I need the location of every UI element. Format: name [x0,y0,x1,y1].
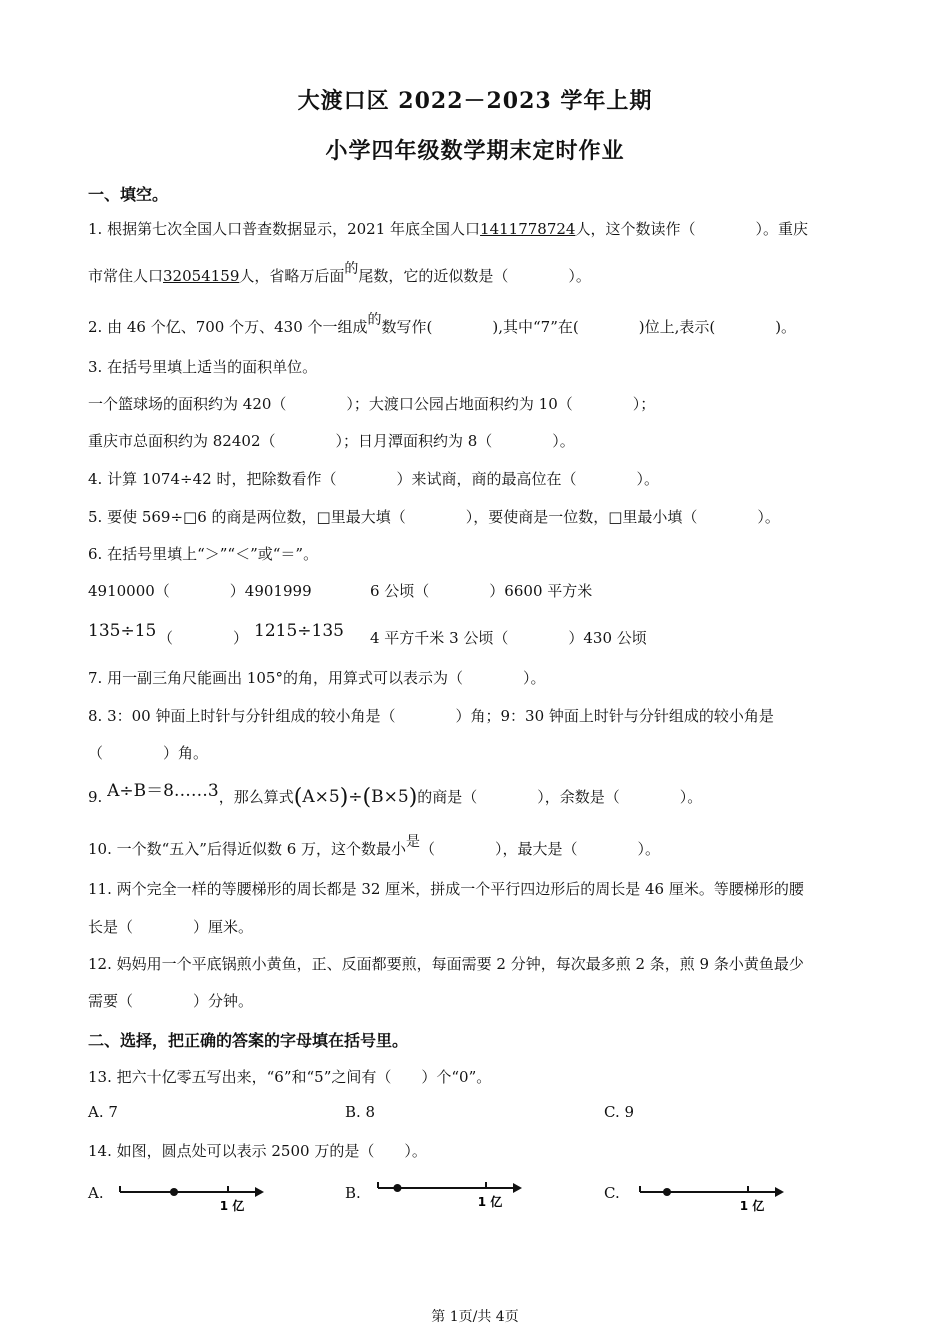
question-3-stem: 3. 在括号里填上适当的面积单位。 [88,358,318,376]
question-11-line-2: 长是（ ）厘米。 [88,918,254,936]
question-6-expr-2: 1215÷135 [254,621,344,641]
page-footer: 第 1页/共 4页 [431,1309,519,1325]
q9-left-paren-1: ( [293,785,303,810]
q1-superscript: 的 [344,261,359,277]
axis-label-one-yi: 1 亿 [219,1199,245,1213]
question-6-blank-3: （ ） [158,629,249,647]
question-7: 7. 用一副三角尺能画出 105°的角，用算式可以表示为（ ）。 [88,669,546,687]
question-6-compare-1: 4910000（ ）4901999 [88,582,312,600]
question-3-line-2: 重庆市总面积约为 82402（ ）；日月潭面积约为 8（ ）。 [88,432,575,450]
question-13: 13. 把六十亿零五写出来，“6”和“5”之间有（ ）个“0”。 [88,1068,492,1086]
question-11-line-1: 11. 两个完全一样的等腰梯形的周长都是 32 厘米，拼成一个平行四边形后的周长是 46 厘米。等腰梯形的腰 [88,880,804,898]
q1-text-c: 市常住人口 [88,267,164,285]
q1-chongqing-number: 32054159 [163,267,240,285]
q13-option-a: A. 7 [88,1103,118,1121]
q1-text-b: 人，这个数读作（ ）。重庆 [575,220,808,238]
q14-option-b: B. [345,1184,361,1202]
question-6-expr-1: 135÷15 [88,621,157,641]
q10-text-b: （ ），最大是（ ）。 [420,840,661,858]
q2-text-b: 数写作( ),其中“7”在( )位上,表示( )。 [381,318,797,336]
q14-number-line-c [636,1180,786,1216]
q9-right-paren-1: ) [339,785,349,810]
arrow-head-icon [255,1187,264,1197]
question-2 [88,312,797,337]
question-12-line-1: 12. 妈妈用一个平底锅煎小黄鱼，正、反面都要煎，每面需要 2 分钟，每次最多煎 2 条，煎 9 条小黄鱼最少 [88,955,804,973]
q9-division-sign: ÷ [348,787,363,807]
q14-option-a: A. [88,1184,104,1202]
q9-expression-b: B×5 [371,787,409,807]
q14-number-line-b [374,1176,524,1212]
q13-option-c: C. 9 [604,1103,635,1121]
question-6-compare-4: 4 平方千米 3 公顷（ ）430 公顷 [370,629,647,647]
q10-superscript: 是 [406,834,421,850]
q2-superscript: 的 [367,312,382,328]
arrow-head-icon [775,1187,784,1197]
question-8-line-2: （ ）角。 [88,744,209,762]
q10-text-a: 10. 一个数“五入”后得近似数 6 万，这个数最小 [88,840,407,858]
q1-text-d: 人，省略万后面 [239,267,345,285]
number-line-dot [393,1184,401,1192]
question-14: 14. 如图，圆点处可以表示 2500 万的是（ ）。 [88,1142,427,1160]
q1-text-e: 尾数，它的近似数是（ ）。 [358,267,591,285]
question-8-line-1: 8. 3：00 钟面上时针与分针组成的较小角是（ ）角；9：30 钟面上时针与分针组成的较小角是 [88,707,774,725]
q9-division-expression: A÷B＝8……3 [107,781,219,801]
question-3-line-1: 一个篮球场的面积约为 420（ ）；大渡口公园占地面积约为 10（ ）； [88,395,656,413]
q9-right-paren-2: ) [408,785,418,810]
q9-text-b: 的商是（ ），余数是（ ）。 [417,788,703,806]
number-line-dot [170,1188,178,1196]
q9-expression-a: A×5 [302,787,340,807]
page-title: 大渡口区 2022－2023 学年上期 [297,88,653,114]
q13-option-b: B. 8 [345,1103,376,1121]
question-5: 5. 要使 569÷□6 的商是两位数，□里最大填（ ），要使商是一位数，□里最小填（ ）。 [88,508,780,526]
q9-number: 9. [88,788,103,806]
section-heading-choice: 二、选择，把正确的答案的字母填在括号里。 [88,1031,409,1050]
q14-number-line-a [116,1180,266,1216]
q14-option-c: C. [604,1184,620,1202]
axis-label-one-yi: 1 亿 [739,1199,765,1213]
question-9 [88,782,702,810]
arrow-head-icon [513,1183,522,1193]
axis-label-one-yi: 1 亿 [477,1195,503,1209]
page-subtitle: 小学四年级数学期末定时作业 [325,138,625,164]
question-6-stem: 6. 在括号里填上“＞”“＜”或“＝”。 [88,545,319,563]
question-1-line-2 [88,261,591,286]
q1-population-number: 1411778724 [480,220,576,238]
question-1-line-1 [88,218,808,239]
q2-text-a: 2. 由 46 个亿、700 个万、430 个一组成 [88,318,368,336]
number-line-dot [663,1188,671,1196]
question-4: 4. 计算 1074÷42 时，把除数看作（ ）来试商，商的最高位在（ ）。 [88,470,659,488]
question-12-line-2: 需要（ ）分钟。 [88,992,254,1010]
section-heading-fill: 一、填空。 [88,185,169,204]
q9-left-paren-2: ( [362,785,372,810]
question-10 [88,834,661,859]
q9-text-a: ，那么算式 [218,788,294,806]
q1-text-a: 1. 根据第七次全国人口普查数据显示，2021 年底全国人口 [88,220,481,238]
question-6-compare-2: 6 公顷（ ）6600 平方米 [370,582,593,600]
